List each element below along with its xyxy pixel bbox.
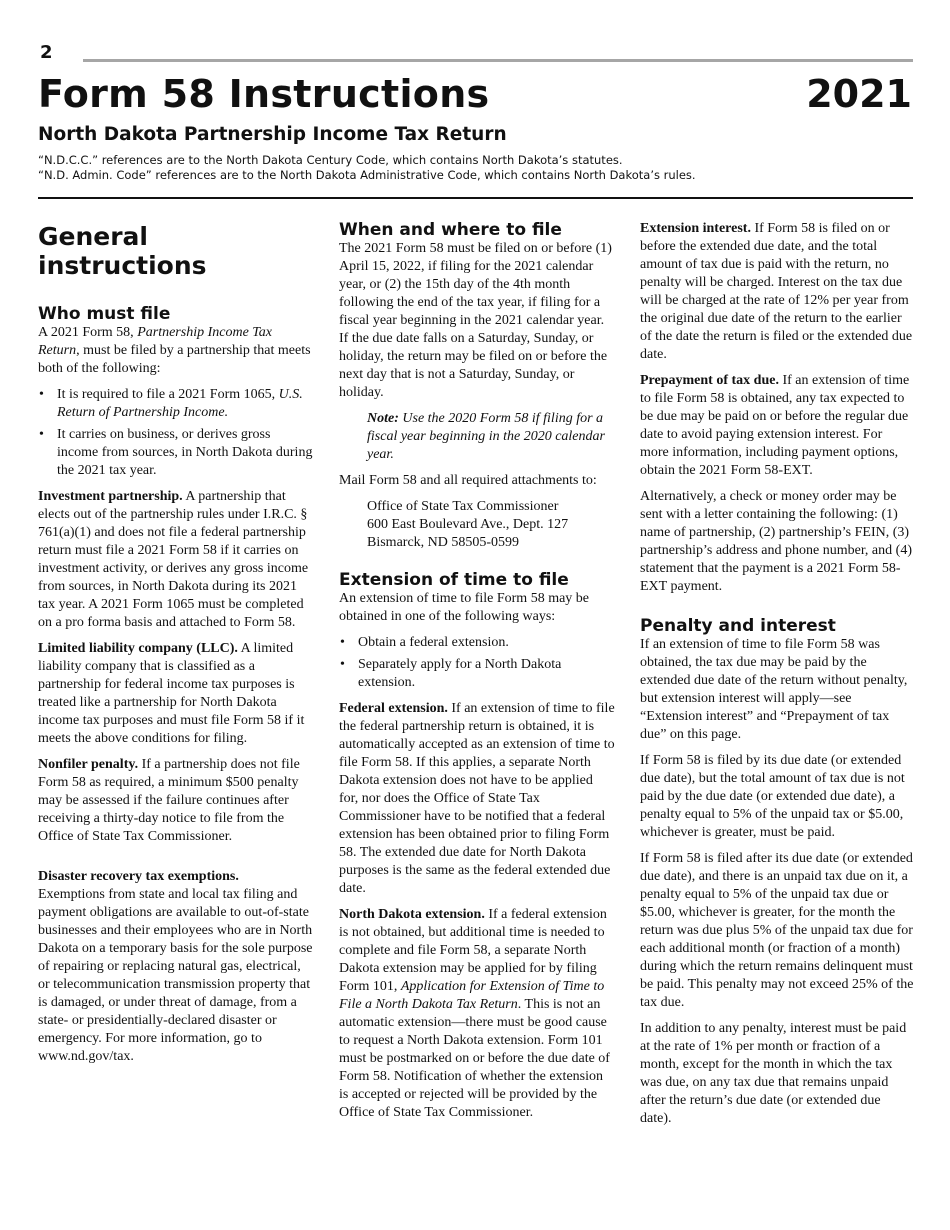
extension-ways-list	[339, 634, 615, 692]
penalty-paragraph-2: If Form 58 is filed by its due date (or extended due date), but the total amount of tax due is not paid by the due date (or extended due date), a penalty equal to 5% of the unpaid tax or $5.00, whichever is greater, must be paid.	[640, 753, 905, 840]
column-1	[38, 220, 314, 1074]
list-item: • Obtain a federal extension.	[339, 634, 615, 652]
top-rule	[83, 59, 913, 62]
who-must-file-list	[38, 386, 314, 480]
general-instructions-heading: General instructions	[38, 222, 207, 280]
when-where-paragraph: The 2021 Form 58 must be filed on or before (1) April 15, 2022, if filing for the 2021 calendar year, or (2) the 15th day of the 4th month following the end of the tax year, if filing for a fiscal year beginning in the 2021 calendar year. If the due date falls on a Saturday, Sunday, or holiday, the return may be filed on or before the next day that is not a Saturday, Sunday, or holiday.	[339, 241, 612, 400]
nd-extension-paragraph: North Dakota extension. If a federal extension is not obtained, but additional time is needed to complete and file Form 58, a separate North Dakota extension may be applied for by filing Form 101, Application for Extension of Time to File a North Dakota Tax Return. This is not an automatic extension—there must be good cause to request a North Dakota extension. Form 101 must be postmarked on or before the due date of Form 58. Notification of whether the extension is accepted or rejected will be provided by the Office of State Tax Commissioner.	[339, 907, 610, 1120]
who-must-file-intro: A 2021 Form 58, Partnership Income Tax Return, must be filed by a partnership that meets both of the following:	[38, 325, 311, 376]
page-title: Form 58 Instructions	[38, 72, 490, 116]
penalty-interest-heading: Penalty and interest	[640, 616, 836, 636]
list-item: • Separately apply for a North Dakota extension.	[339, 656, 615, 692]
column-2	[339, 220, 615, 1130]
reference-note-admin-code: “N.D. Admin. Code” references are to the North Dakota Administrative Code, which contains North Dakota’s rules.	[38, 168, 696, 182]
mail-intro: Mail Form 58 and all required attachments to:	[339, 473, 597, 488]
prepayment-paragraph: Prepayment of tax due. If an extension of time to file Form 58 is obtained, any tax expected to be due may be paid on or before the regular due date to avoid paying extension interest. For more information, including payment options, obtain the 2021 Form 58-EXT.	[640, 373, 910, 478]
when-where-heading: When and where to file	[339, 220, 562, 240]
fiscal-year-note: Note: Use the 2020 Form 58 if filing for a fiscal year beginning in the 2020 calendar year.	[367, 411, 605, 462]
alternative-payment-paragraph: Alternatively, a check or money order may be sent with a letter containing the following: (1) name of partnership, (2) partnership’s FEIN, (3) partnership’s address and phone number, and (4) statement that the payment is a 2021 Form 58-EXT payment.	[640, 489, 912, 594]
extension-intro: An extension of time to file Form 58 may be obtained in one of the following ways:	[339, 591, 590, 624]
penalty-paragraph-3: If Form 58 is filed after its due date (or extended due date), and there is an unpaid tax due on it, a penalty equal to 5% of the unpaid tax due or $5.00, whichever is greater, for the month the return was due plus 5% of the unpaid tax due for each additional month (or fraction of a month) during which the return remains delinquent must be paid. This penalty may not exceed 25% of the tax due.	[640, 851, 914, 1010]
extension-heading: Extension of time to file	[339, 570, 569, 590]
investment-partnership-paragraph: Investment partnership. A partnership that elects out of the partnership rules under I.R.C. § 761(a)(1) and does not file a federal partnership return must file a 2021 Form 58 if it carries on investment activity, or derives any gross income from sources, in North Dakota during its 2021 tax year. A 2021 Form 1065 must be completed on a pro forma basis and attached to Form 58.	[38, 489, 309, 630]
nonfiler-penalty-paragraph: Nonfiler penalty. If a partnership does not file Form 58 as required, a minimum $500 penalty may be assessed if the failure continues after receiving a thirty-day notice to file from the Office of State Tax Commissioner.	[38, 757, 300, 844]
penalty-paragraph-4: In addition to any penalty, interest must be paid at the rate of 1% per month or fraction of a month, except for the month in which the tax was due, on any tax due that remains unpaid after the return’s due date (or extended due date).	[640, 1021, 907, 1126]
column-3	[640, 220, 914, 1136]
list-item: • It carries on business, or derives gross income from sources, in North Dakota during the 2021 tax year.	[38, 426, 314, 480]
disaster-recovery-paragraph: Disaster recovery tax exemptions. Exemptions from state and local tax filing and payment obligations are available to out-of-state businesses and their employees who are in North Dakota on a temporary basis for the sole purpose of repairing or replacing natural gas, electrical, or telecommunication transmission property that is damaged, or under threat of damage, from a state- or presidentially-declared disaster or emergency. For more information, go to www.nd.gov/tax.	[38, 869, 313, 1064]
page-subtitle: North Dakota Partnership Income Tax Return	[38, 124, 507, 145]
form-year: 2021	[806, 72, 912, 116]
mailing-address: Office of State Tax Commissioner 600 East Boulevard Ave., Dept. 127 Bismarck, ND 58505-0599	[367, 499, 569, 550]
extension-interest-paragraph: Extension interest. If Form 58 is filed on or before the extended due date, and the total amount of tax due is paid with the return, no penalty will be charged. Interest on the tax due will be charged at the rate of 12% per year from the original due date of the return to the earlier of the date the return is filed or the extended due date.	[640, 221, 913, 362]
reference-notes	[38, 153, 696, 183]
reference-note-ndcc: “N.D.C.C.” references are to the North Dakota Century Code, which contains North Dakota’s statutes.	[38, 153, 623, 167]
page-number: 2	[40, 42, 53, 63]
llc-paragraph: Limited liability company (LLC). A limited liability company that is classified as a partnership for federal income tax purposes is treated like a partnership for North Dakota income tax purposes and must file Form 58 if it meets the above conditions for filing.	[38, 641, 305, 746]
who-must-file-heading: Who must file	[38, 304, 171, 324]
list-item: • It is required to file a 2021 Form 1065, U.S. Return of Partnership Income.	[38, 386, 314, 422]
header-rule	[38, 197, 913, 199]
penalty-paragraph-1: If an extension of time to file Form 58 was obtained, the tax due may be paid by the extended due date of the return without penalty, but extension interest will apply—see “Extension interest” and “Prepayment of tax due” on this page.	[640, 637, 908, 742]
federal-extension-paragraph: Federal extension. If an extension of time to file the federal partnership return is obtained, it is automatically accepted as an extension of time to file Form 58. If this applies, a separate North Dakota extension does not have to be applied for, nor does the Office of State Tax Commissioner have to be notified that a federal extension has been obtained prior to filing Form 58. The extended due date for North Dakota purposes is the same as the federal extended due date.	[339, 701, 615, 896]
